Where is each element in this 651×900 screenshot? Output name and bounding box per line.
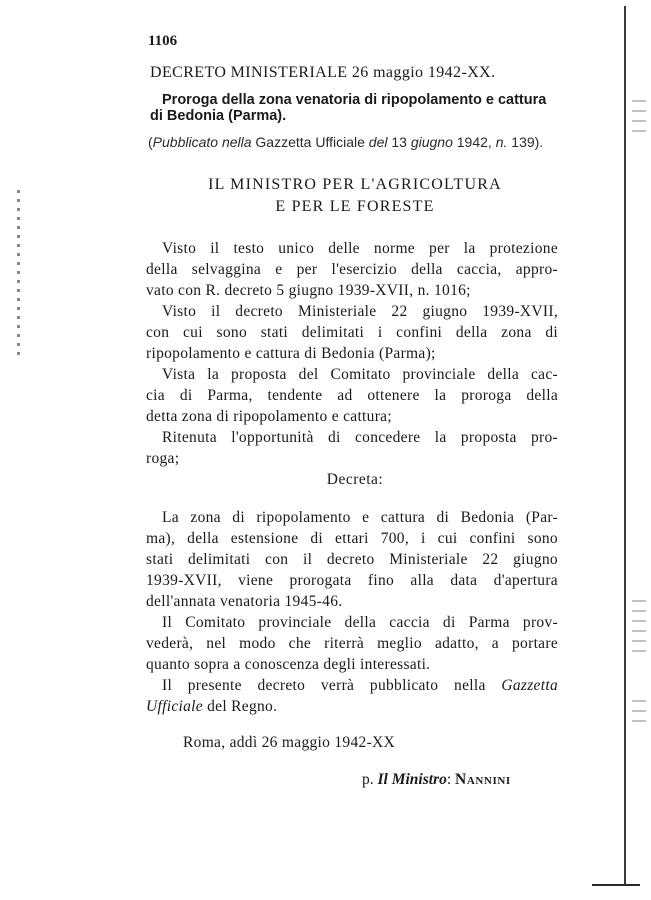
publication-open: ( bbox=[148, 134, 153, 150]
publication-text: n. bbox=[495, 134, 508, 150]
preamble-line: Ritenuta l'opportunità di concedere la proposta pro- bbox=[162, 429, 558, 446]
article-line: vederà, nel modo che riterrà meglio adatto, a portare bbox=[146, 635, 558, 652]
bleed-through-speckle bbox=[632, 600, 646, 660]
preamble-line: detta zona di ripopolamento e cattura; bbox=[146, 408, 392, 425]
preamble-line: Visto il testo unico delle norme per la protezione bbox=[162, 240, 558, 257]
publication-text: 139). bbox=[507, 134, 544, 150]
page-number: 1106 bbox=[148, 33, 178, 49]
signature-colon: : bbox=[446, 771, 456, 788]
publication-text: Pubblicato nella bbox=[152, 134, 252, 150]
preamble-line: cia di Parma, tendente ad ottenere la proroga della bbox=[146, 387, 558, 404]
article-line: La zona di ripopolamento e cattura di Bedonia (Par- bbox=[162, 509, 558, 526]
signature-name: Nannini bbox=[455, 771, 511, 788]
publication-text: giugno bbox=[410, 134, 453, 150]
article-line: dell'annata venatoria 1945-46. bbox=[146, 593, 343, 610]
bleed-through-speckle bbox=[632, 100, 646, 140]
decree-subject-line: di Bedonia (Parma). bbox=[150, 108, 287, 124]
publication-note bbox=[148, 134, 543, 150]
binding-speckle bbox=[17, 190, 20, 360]
article-line: stati delimitati con il decreto Ministeriale 22 giugno bbox=[146, 551, 558, 568]
page-edge-line bbox=[624, 6, 626, 886]
article-line bbox=[162, 677, 558, 695]
page-edge-rule bbox=[592, 884, 640, 886]
article-line: quanto sopra a conoscenza degli interessati. bbox=[146, 656, 431, 673]
decree-heading: DECRETO MINISTERIALE 26 maggio 1942-XX. bbox=[150, 64, 496, 81]
preamble-line: Vista la proposta del Comitato provinciale della cac- bbox=[162, 366, 558, 383]
minister-title: E PER LE FORESTE bbox=[275, 198, 435, 215]
gazzetta-title: Ufficiale bbox=[146, 698, 203, 715]
signature-role: Il Ministro bbox=[377, 771, 447, 788]
preamble-line: della selvaggina e per l'esercizio della caccia, appro- bbox=[146, 261, 558, 278]
publication-text: 1942, bbox=[452, 134, 496, 150]
preamble-line: ripopolamento e cattura di Bedonia (Parma); bbox=[146, 345, 436, 362]
preamble-line: roga; bbox=[146, 450, 180, 467]
article-line: 1939-XVII, viene prorogata fino alla data d'apertura bbox=[146, 572, 558, 589]
bleed-through-speckle bbox=[632, 700, 646, 730]
minister-title: IL MINISTRO PER L'AGRICOLTURA bbox=[208, 176, 502, 193]
article-line: ma), della estensione di ettari 700, i cui confini sono bbox=[146, 530, 558, 547]
gazzetta-title: Gazzetta bbox=[501, 677, 558, 694]
article-text: del Regno. bbox=[202, 698, 278, 715]
place-date-signoff: Roma, addì 26 maggio 1942-XX bbox=[183, 734, 396, 751]
article-text: Il presente decreto verrà pubblicato nella bbox=[162, 677, 502, 694]
publication-text: Gazzetta Ufficiale bbox=[251, 134, 369, 150]
decree-subject-line: Proroga della zona venatoria di ripopolamento e cattura bbox=[162, 92, 547, 108]
decreta-heading: Decreta: bbox=[326, 471, 384, 488]
preamble-line: vato con R. decreto 5 giugno 1939-XVII, n. 1016; bbox=[146, 282, 471, 299]
publication-text: 13 bbox=[387, 134, 411, 150]
signature-prefix: p. bbox=[362, 771, 378, 788]
minister-signature bbox=[362, 771, 511, 789]
publication-text: del bbox=[368, 134, 388, 150]
article-line bbox=[146, 698, 558, 716]
preamble-line: Visto il decreto Ministeriale 22 giugno 1939-XVII, bbox=[162, 303, 558, 320]
preamble-line: con cui sono stati delimitati i confini della zona di bbox=[146, 324, 558, 341]
article-line: Il Comitato provinciale della caccia di Parma prov- bbox=[162, 614, 558, 631]
